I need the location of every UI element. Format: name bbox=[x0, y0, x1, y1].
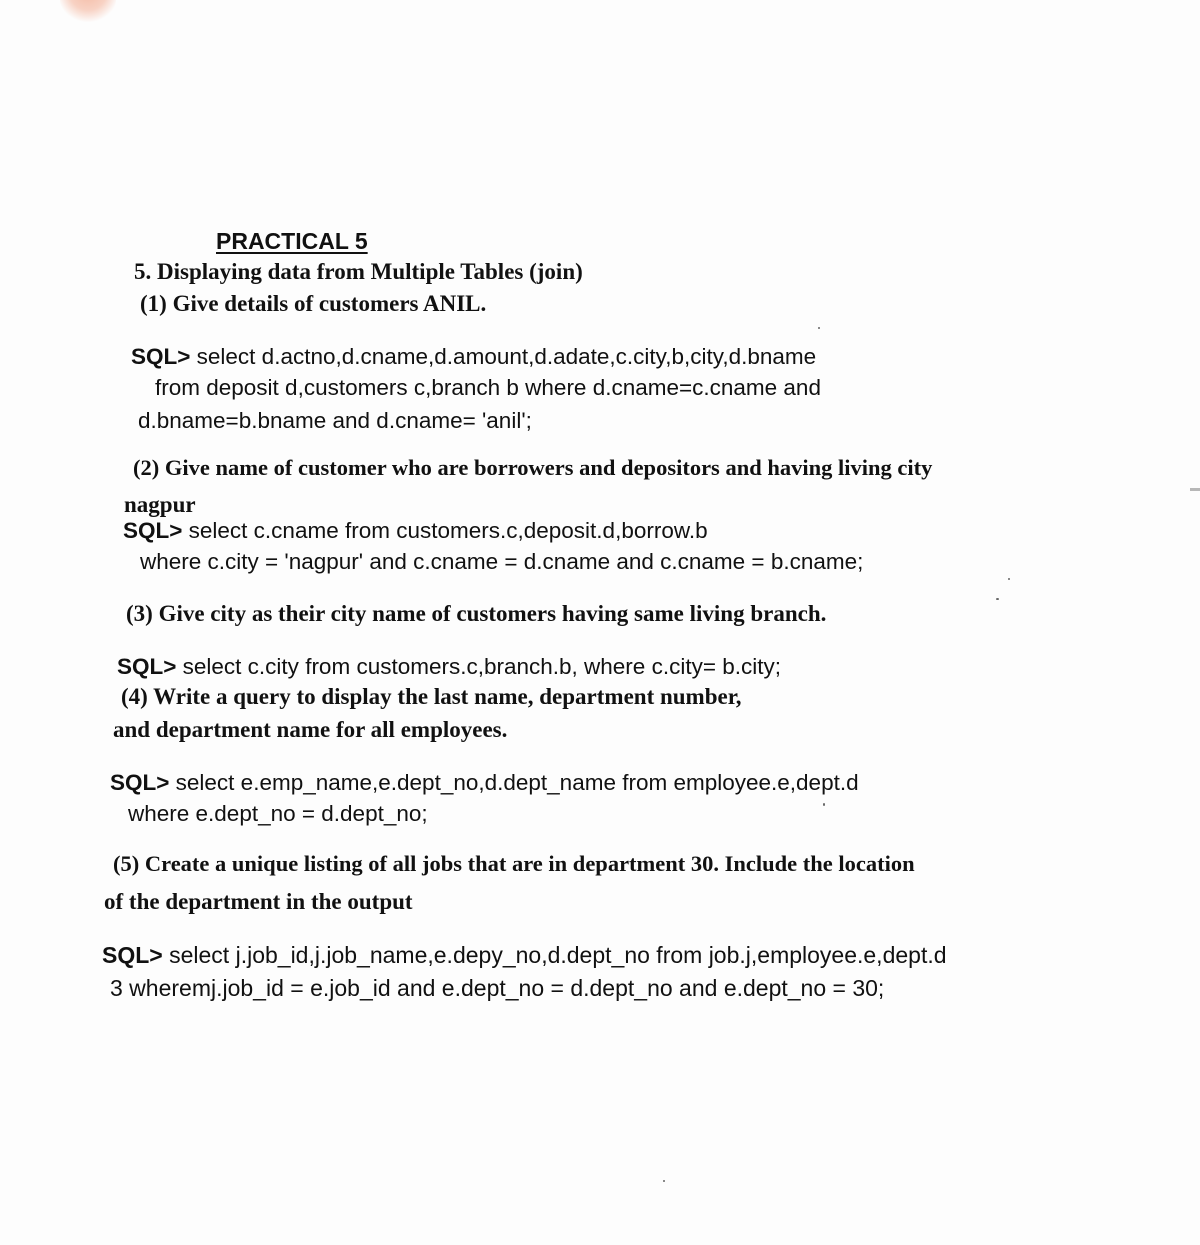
question-4-line-1: (4) Write a query to display the last name, department number, bbox=[121, 684, 742, 709]
scan-speck bbox=[663, 1180, 665, 1182]
sql-prompt: SQL> bbox=[110, 770, 170, 795]
question-5-line-2: of the department in the output bbox=[104, 889, 413, 914]
question-2-line-1: (2) Give name of customer who are borrowers and depositors and having living city bbox=[133, 455, 933, 480]
question-5-line-1: (5) Create a unique listing of all jobs that are in department 30. Include the location bbox=[113, 851, 915, 876]
q1-sql-line-3: d.bname=b.bname and d.cname= 'anil'; bbox=[138, 408, 532, 433]
sql-text: select d.actno,d.cname,d.amount,d.adate,c.city,b,city,d.bname bbox=[190, 344, 817, 369]
page-title: PRACTICAL 5 bbox=[216, 228, 368, 254]
sql-prompt: SQL> bbox=[102, 942, 163, 968]
scan-speck bbox=[1008, 578, 1010, 580]
q1-sql-line-2: from deposit d,customers c,branch b where d.cname=c.cname and bbox=[155, 375, 821, 400]
q1-sql-line-1 bbox=[131, 346, 816, 369]
scan-speck bbox=[818, 327, 820, 329]
scan-speck bbox=[996, 598, 999, 600]
q2-sql-line-2: where c.city = 'nagpur' and c.cname = d.cname and c.cname = b.cname; bbox=[140, 549, 864, 574]
sql-prompt: SQL> bbox=[117, 654, 177, 679]
question-1: (1) Give details of customers ANIL. bbox=[140, 291, 487, 316]
q4-sql-line-1 bbox=[110, 772, 859, 795]
q4-sql-line-2: where e.dept_no = d.dept_no; bbox=[128, 801, 428, 826]
sql-text: select c.cname from customers.c,deposit.d,borrow.b bbox=[182, 518, 708, 543]
sql-text: select j.job_id,j.job_name,e.depy_no,d.dept_no from job.j,employee.e,dept.d bbox=[162, 942, 947, 968]
edge-smudge bbox=[1190, 488, 1200, 491]
q5-sql-line-2: 3 wheremj.job_id = e.job_id and e.dept_no = d.dept_no and e.dept_no = 30; bbox=[110, 975, 885, 1001]
question-4-line-2: and department name for all employees. bbox=[113, 717, 508, 742]
section-heading: 5. Displaying data from Multiple Tables (join) bbox=[134, 259, 583, 284]
question-2-line-2: nagpur bbox=[124, 492, 196, 517]
sql-text: select e.emp_name,e.dept_no,d.dept_name from employee.e,dept.d bbox=[169, 770, 859, 795]
scan-speck bbox=[823, 803, 825, 806]
question-3: (3) Give city as their city name of customers having same living branch. bbox=[126, 601, 827, 626]
paper-stain bbox=[60, 0, 116, 22]
q3-sql-line-1 bbox=[117, 656, 781, 679]
sql-prompt: SQL> bbox=[123, 518, 183, 543]
sql-prompt: SQL> bbox=[131, 344, 191, 369]
sql-text: select c.city from customers.c,branch.b, where c.city= b.city; bbox=[176, 654, 781, 679]
q5-sql-line-1 bbox=[102, 944, 947, 967]
q2-sql-line-1 bbox=[123, 520, 708, 543]
